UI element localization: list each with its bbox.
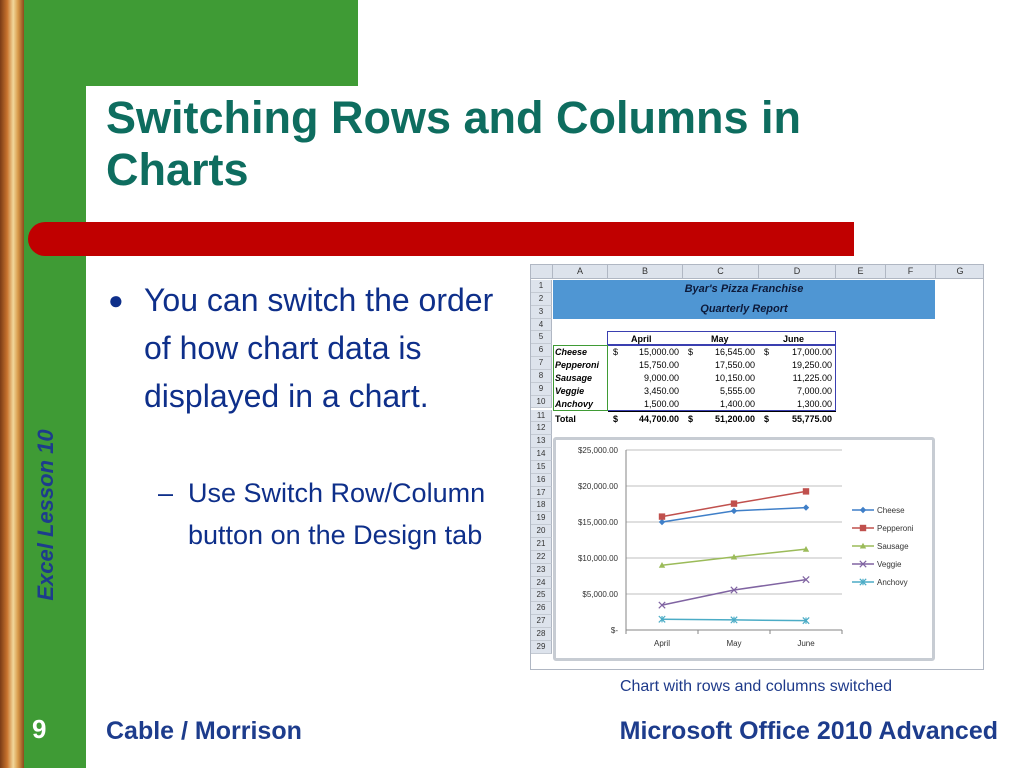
y-tick-label: $5,000.00 bbox=[582, 590, 618, 599]
row-header: 22 bbox=[531, 551, 552, 564]
chart-frame[interactable] bbox=[553, 437, 935, 661]
green-side-bar bbox=[24, 0, 86, 768]
row-header: 10 bbox=[531, 396, 552, 409]
row-header: 1 bbox=[531, 280, 552, 293]
row-header: 26 bbox=[531, 602, 552, 615]
footer-course: Microsoft Office 2010 Advanced bbox=[619, 717, 998, 745]
green-top-bar bbox=[24, 0, 358, 86]
footer-authors: Cable / Morrison bbox=[106, 717, 302, 745]
main-bullet-text: You can switch the order of how chart data is displayed in a chart. bbox=[144, 282, 494, 414]
row-header: 12 bbox=[531, 422, 552, 435]
column-header: F bbox=[886, 265, 936, 279]
row-header: 25 bbox=[531, 589, 552, 602]
row-header: 27 bbox=[531, 615, 552, 628]
figure-caption: Chart with rows and columns switched bbox=[619, 678, 893, 695]
header-april: April bbox=[631, 334, 652, 344]
total-border bbox=[608, 411, 836, 412]
row-label: Cheese bbox=[555, 347, 588, 357]
currency-sign: $ bbox=[688, 347, 694, 357]
cell-value: 19,250.00 bbox=[791, 360, 832, 370]
cell-value: 15,750.00 bbox=[638, 360, 679, 370]
row-header: 23 bbox=[531, 564, 552, 577]
row-header: 14 bbox=[531, 448, 552, 461]
total-value: 44,700.00 bbox=[638, 414, 679, 424]
row-label: Sausage bbox=[555, 373, 593, 383]
total-value: 51,200.00 bbox=[714, 414, 755, 424]
currency-sign: $ bbox=[688, 414, 694, 424]
cell-value: 3,450.00 bbox=[643, 386, 679, 396]
cell-value: 1,500.00 bbox=[643, 399, 679, 409]
row-header: 4 bbox=[531, 319, 552, 332]
sub-bullet bbox=[158, 472, 498, 556]
data-point bbox=[731, 508, 737, 514]
currency-sign: $ bbox=[764, 347, 770, 357]
legend-label: Veggie bbox=[877, 560, 902, 569]
column-header: C bbox=[683, 265, 759, 279]
y-tick-label: $15,000.00 bbox=[577, 518, 618, 527]
page-number: 9 bbox=[32, 714, 47, 744]
data-point bbox=[803, 504, 809, 510]
data-point bbox=[803, 488, 809, 494]
y-tick-label: $25,000.00 bbox=[577, 446, 618, 455]
row-header: 16 bbox=[531, 474, 552, 487]
cell-value: 1,400.00 bbox=[719, 399, 755, 409]
row-header: 15 bbox=[531, 461, 552, 474]
side-label-text: Excel Lesson 10 bbox=[33, 429, 58, 601]
sheet-subtitle: Quarterly Report bbox=[700, 303, 788, 315]
total-label: Total bbox=[555, 414, 576, 424]
sheet-title: Byar's Pizza Franchise bbox=[684, 283, 804, 295]
legend-label: Cheese bbox=[877, 506, 905, 515]
cell-value: 9,000.00 bbox=[643, 373, 679, 383]
sub-bullet-dash-icon: – bbox=[158, 478, 174, 508]
cell-value: 11,225.00 bbox=[792, 373, 832, 383]
row-header: 18 bbox=[531, 499, 552, 512]
legend-marker bbox=[860, 525, 866, 531]
cell-value: 17,550.00 bbox=[714, 360, 755, 370]
categories-range-highlight bbox=[553, 345, 608, 411]
main-bullet bbox=[108, 276, 498, 420]
data-point bbox=[731, 500, 737, 506]
data-point bbox=[659, 513, 665, 519]
row-header: 24 bbox=[531, 577, 552, 590]
slide-title: Switching Rows and Columns in Charts bbox=[106, 92, 802, 195]
cell-value: 10,150.00 bbox=[714, 373, 755, 383]
y-tick-label: $- bbox=[610, 626, 618, 635]
row-header: 20 bbox=[531, 525, 552, 538]
line-chart bbox=[556, 440, 932, 658]
currency-sign: $ bbox=[613, 414, 619, 424]
total-value: 55,775.00 bbox=[791, 414, 832, 424]
currency-sign: $ bbox=[764, 414, 770, 424]
bullet-dot-icon: ● bbox=[108, 285, 124, 315]
currency-sign: $ bbox=[613, 347, 619, 357]
select-all-corner bbox=[531, 265, 553, 279]
x-tick-label: May bbox=[726, 639, 742, 648]
series-line bbox=[662, 580, 806, 606]
row-header: 19 bbox=[531, 512, 552, 525]
side-label bbox=[30, 405, 62, 625]
sub-bullet-text: Use Switch Row/Column button on the Design tab bbox=[188, 478, 486, 550]
row-header: 21 bbox=[531, 538, 552, 551]
y-tick-label: $20,000.00 bbox=[577, 482, 618, 491]
column-header: A bbox=[553, 265, 608, 279]
row-header: 13 bbox=[531, 435, 552, 448]
header-june: June bbox=[783, 334, 805, 344]
row-header: 3 bbox=[531, 306, 552, 319]
legend-label: Sausage bbox=[877, 542, 909, 551]
row-header: 5 bbox=[531, 331, 552, 344]
y-tick-label: $10,000.00 bbox=[577, 554, 618, 563]
legend-label: Anchovy bbox=[877, 578, 908, 587]
row-header: 7 bbox=[531, 357, 552, 370]
row-header: 29 bbox=[531, 641, 552, 654]
cell-value: 5,555.00 bbox=[719, 386, 755, 396]
row-label: Veggie bbox=[555, 386, 585, 396]
row-header: 8 bbox=[531, 370, 552, 383]
cell-value: 15,000.00 bbox=[638, 347, 679, 357]
decorative-photo-strip bbox=[0, 0, 24, 768]
legend-marker bbox=[860, 507, 866, 513]
title-rule bbox=[28, 222, 854, 256]
row-header: 28 bbox=[531, 628, 552, 641]
row-header: 17 bbox=[531, 487, 552, 500]
header-may: May bbox=[711, 334, 729, 344]
cell-value: 1,300.00 bbox=[796, 399, 832, 409]
row-label: Anchovy bbox=[555, 399, 594, 409]
column-header: G bbox=[936, 265, 984, 279]
cell-value: 7,000.00 bbox=[796, 386, 832, 396]
row-header: 11 bbox=[531, 410, 552, 423]
values-range-highlight bbox=[607, 345, 836, 411]
column-header: D bbox=[759, 265, 836, 279]
row-header: 6 bbox=[531, 344, 552, 357]
cell-value: 16,545.00 bbox=[714, 347, 755, 357]
row-label: Pepperoni bbox=[555, 360, 600, 370]
cell-value: 17,000.00 bbox=[791, 347, 832, 357]
column-header: B bbox=[608, 265, 683, 279]
legend-label: Pepperoni bbox=[877, 524, 914, 533]
row-header: 2 bbox=[531, 293, 552, 306]
series-range-highlight bbox=[607, 331, 836, 345]
row-header: 9 bbox=[531, 383, 552, 396]
x-tick-label: April bbox=[653, 639, 671, 648]
column-header: E bbox=[836, 265, 886, 279]
x-tick-label: June bbox=[797, 639, 815, 648]
